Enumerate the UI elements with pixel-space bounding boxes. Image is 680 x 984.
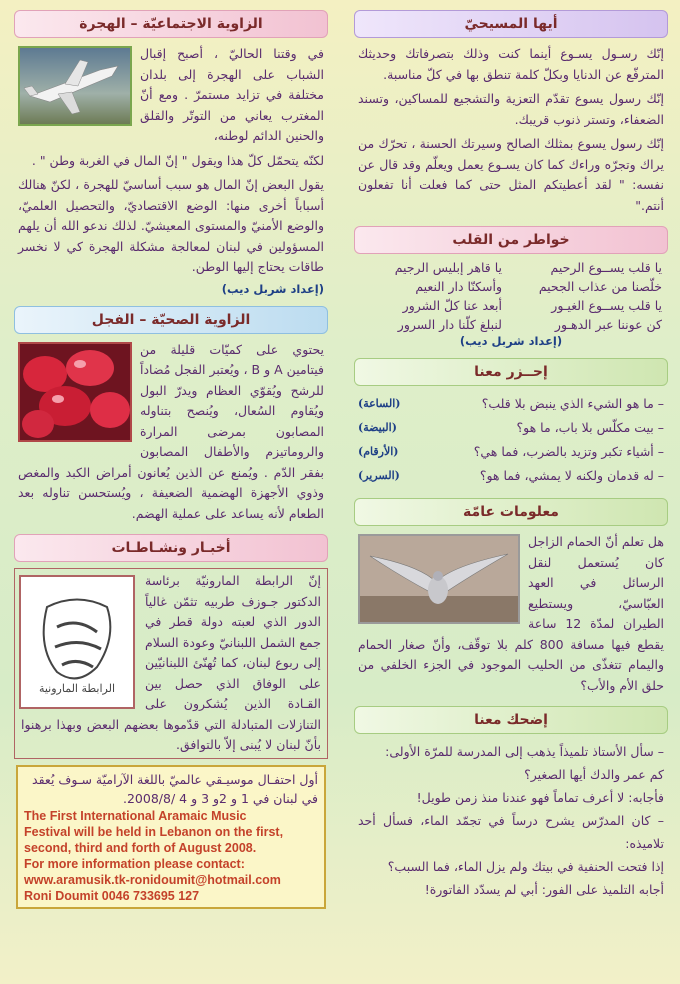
riddle-answer: (الأرقام) <box>358 445 399 458</box>
riddle-question: – ما هو الشيء الذي ينبض بلا قلب؟ <box>481 396 664 411</box>
emigration-title: الزاوية الاجتماعيّة – الهجرة <box>14 10 328 38</box>
health-title: الزاوية الصحيّة – الفجل <box>14 306 328 334</box>
emigration-paragraph-2: لكنّه يتحمّل كلّ هذا ويقول " إنّ المال في الغربة وطن " . <box>31 152 324 168</box>
music-english-line: The First International Aramaic Music <box>24 808 247 823</box>
pigeon-image <box>358 534 520 624</box>
emigration-body <box>18 44 324 278</box>
poem-line: يا قاهر إبليس الرجيم <box>394 260 502 275</box>
airplane-image <box>18 46 132 126</box>
joke-line: أجابه التلميذ على الفور: أبي لم يسدّد الفاتورة! <box>424 882 664 897</box>
riddles-list <box>358 392 664 488</box>
riddle-item <box>358 416 664 440</box>
info-text: هل تعلم أنّ الحمام الزاجل كان يُستعمل لنقل الرسائل في العهد العبّاسيّ، ويستطيع الطيران لمدّة 12 ساعة يقطع فيها مسافة 800 كلم بلا توقّف، وأنّ صغار الحمام واليمام تتغذّى من الحليب الموجود في الجزء الخلفي من حلق الأم والأب؟ <box>358 534 665 693</box>
joke-line: كم عمر والدك أيها الصغير؟ <box>524 767 664 782</box>
music-english-line: Festival will be held in Lebanon on the first, <box>24 824 284 839</box>
joke-line: – سأل الأستاذ تلميذاً يذهب إلى المدرسة للمرّة الأولى: <box>385 744 664 759</box>
health-text: يحتوي على كميّات قليلة من فيتامين A و B ، ويُعتبر الفجل مُضاداً للرشح ويُقوّي العظام ويدرّ البول ويُقاوم السُعال، ويُنصح بتناوله المصابون بمرضى المرارة والروماتيزم والأطفال المصابون بفقر الدّم . ويُمنع عن الذين يُعانون أمراض الكبد والمغص وذوي الأجهزة الهضمية الضعيفة ، ويُستحسن تناوله بعد الطعام لأنه يساعد على عملية الهضم. <box>18 341 324 521</box>
riddle-question: – له قدمان ولكنه لا يمشي، فما هو؟ <box>479 468 664 483</box>
riddle-question: – أشياء تكبر وتزيد بالضرب، فما هي؟ <box>473 444 664 459</box>
news-text: إنّ الرابطة المارونيّة برئاسة الدكتور جـوزف طربيه تثمّن غالياً الدور الذي لعبته دولة قطر في جمع الشمل اللبنانيّ وعودة السلام إلى ربوع لبنان، كما تُهنّئ اللبنانيّين على الوفاق الذي حصل بين القـادة الذين يُشكرون على التنازلات المتبادلة التي قدّموها بعضهم البعض وبهذا برهنوا بأنّ لبنان لا يُبنى إلاّ بالتوافق. <box>21 573 321 752</box>
left-column <box>6 0 336 915</box>
christian-paragraph-3: إنّك رسول يسوع بمثلك الصالح وسيرتك الحسنة ، تحرّك من يراك وتجرّه وراءك كما كان يسـوع يعمل ويعلّم وقد قال عن نفسه: " لقد أعطيتكم المثل حتى كما فعلت أنا تفعلون أنتم." <box>358 136 664 213</box>
poem-line: أبعد عنا كلّ الشرور <box>402 298 502 313</box>
riddle-question: – بيت مكلّس بلا باب، ما هو؟ <box>516 420 664 435</box>
christian-body <box>358 44 664 216</box>
maronite-league-logo-graphic <box>27 587 127 697</box>
poem-line: يا قلب يســوع الغيـور <box>551 298 662 313</box>
laugh-body <box>358 740 664 901</box>
emigration-paragraph-1: في وقتنا الحاليّ ، أصبح إقبال الشباب على الهجرة إلى بلدان مختلفة في تزايد مستمرّ . ومع أنّ المغترب يعاني من التوتّر والقلق والحنين الدائم لوطنه، <box>140 46 324 143</box>
christian-title: أيها المسيحيّ <box>354 10 668 38</box>
joke-line: إذا فتحت الحنفية في بيتك ولم يزل الماء، فما السبب؟ <box>387 859 664 874</box>
music-english-line: second, third and forth of August 2008. <box>24 840 257 855</box>
christian-paragraph-1: إنّك رسـول يسـوع أينما كنت وذلك بتصرفاتك وحديثك المترفّع عن الدنايا وبكلّ كلمة تنطق بها في كلّ مناسبة. <box>358 46 664 82</box>
riddle-answer: (الساعة) <box>358 397 401 410</box>
music-festival-box <box>16 765 326 909</box>
poem-line: يا قلب يســوع الرحيم <box>550 260 662 275</box>
laugh-title: إضحك معنا <box>354 706 668 734</box>
riddle-item <box>358 392 664 416</box>
poem-line: كن عوننا عبر الدهـور <box>554 317 662 332</box>
music-contact-phone: Roni Doumit 0046 733695 127 <box>24 888 200 903</box>
radish-image <box>18 342 132 442</box>
joke-line: – كان المدرّس يشرح درساً في تجمّد الماء، فسأل أحد تلاميذه: <box>358 813 664 851</box>
emigration-credit: (إعداد شربل ديب) <box>221 281 324 296</box>
music-english-line: For more information please contact: <box>24 856 245 871</box>
poem-line: خلّصنا من عذاب الجحيم <box>538 279 662 294</box>
guess-title: إحــزر معنا <box>354 358 668 386</box>
poem-line: وأسكنّا دار النعيم <box>415 279 502 294</box>
news-title: أخبـار ونشـاطـات <box>14 534 328 562</box>
info-body <box>358 532 664 696</box>
riddle-answer: (السرير) <box>358 469 400 482</box>
christian-paragraph-2: إنّك رسول يسوع تقدّم التعزية والتشجيع للمساكين، وتسند الضعفاء، وتستر ذنوب قريبك. <box>358 91 664 127</box>
riddle-item <box>358 440 664 464</box>
heart-credit: (إعداد شربل ديب) <box>459 334 563 348</box>
health-body <box>18 340 324 525</box>
maronite-league-logo <box>19 575 135 709</box>
emigration-paragraph-3: يقول البعض إنّ المال هو سبب أساسيّ للهجرة ، لكنّ هنالك أسباباً أخرى منها: الوضع الاقتصاديّ، والتحصيل العلميّ، والوضع الأمنيّ والمستوى المعيشيّ. لذلك ندعو الله أن يلهم المسؤولين في لبنان لمعالجة مشكلة الهجرة كي لا نخسر طاقات يحتاج إليها الوطن. <box>18 177 324 274</box>
heart-poem <box>360 260 662 332</box>
joke-line: فأجابه: لا أعرف تماماً فهو عندنا منذ زمن طويل! <box>416 790 664 805</box>
news-box <box>14 568 328 759</box>
info-title: معلومات عامّة <box>354 498 668 526</box>
music-contact-email[interactable]: www.aramusik.tk-ronidoumit@hotmail.com <box>24 872 281 887</box>
logo-text: الرابطة المارونية <box>38 682 116 695</box>
music-arabic-text: أول احتفـال موسيـقي عالميّ باللغة الآراميّة سـوف يُعقد في لبنان في 1 و 2و 3 و 4 /2008/8. <box>32 771 318 806</box>
poem-line: لنبلغ كلّنا دار السرور <box>397 317 502 332</box>
heart-title: خواطر من القلب <box>354 226 668 254</box>
riddle-item <box>358 464 664 488</box>
riddle-answer: (البيضة) <box>358 421 397 434</box>
right-column <box>346 0 676 901</box>
